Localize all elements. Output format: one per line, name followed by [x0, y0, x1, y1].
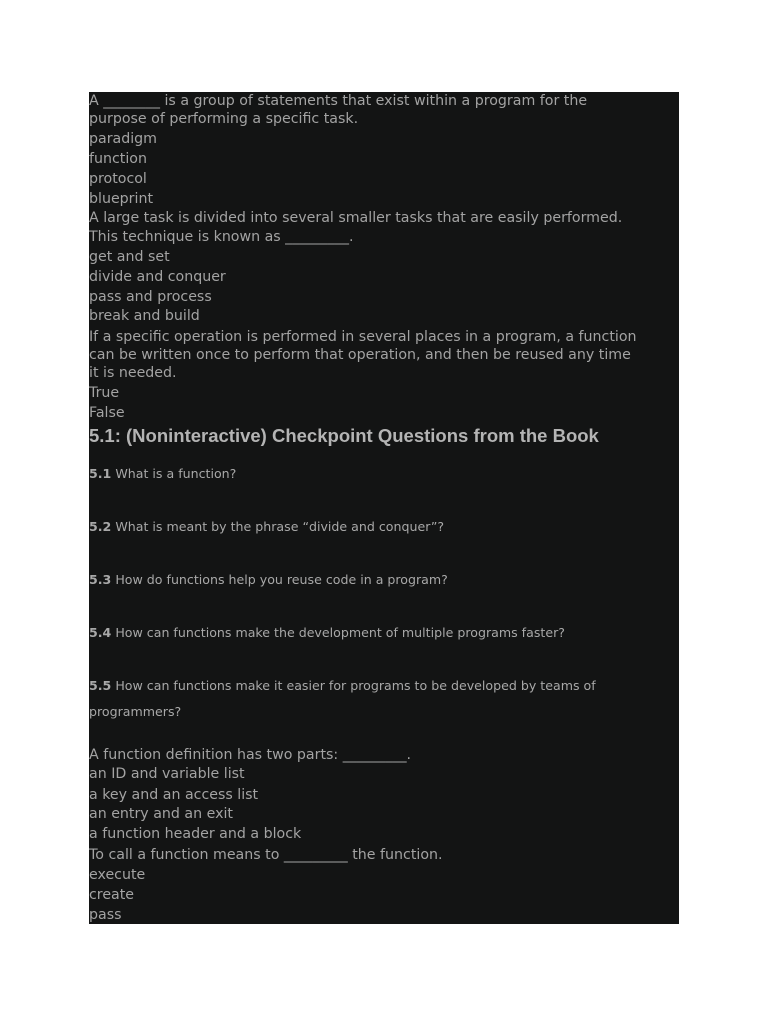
question-3-option: True — [89, 385, 120, 401]
question-2-stem-line-1: A large task is divided into several smaller tasks that are easily performed. — [89, 210, 623, 226]
checkpoint-number: 5.1 — [89, 466, 112, 481]
question-3-stem-line-2: can be written once to perform that operation, and then be reused any time — [89, 347, 631, 363]
question-2-option: get and set — [89, 249, 170, 265]
question-1-option: paradigm — [89, 131, 158, 147]
question-5-option: create — [89, 887, 135, 903]
question-3-stem-line-3: it is needed. — [89, 365, 177, 381]
section-heading: 5.1: (Noninteractive) Checkpoint Questions from the Book — [89, 425, 599, 446]
checkpoint-text: How do functions help you reuse code in a program? — [115, 572, 448, 587]
question-5-option: pass — [89, 907, 122, 923]
checkpoint-item — [89, 519, 444, 535]
question-2-option: break and build — [89, 308, 200, 324]
question-2-stem-line-2: This technique is known as _________. — [89, 229, 354, 245]
checkpoint-text: How can functions make the development of multiple programs faster? — [115, 625, 565, 640]
checkpoint-number: 5.4 — [89, 625, 112, 640]
checkpoint-item — [89, 572, 448, 588]
question-4-option: a key and an access list — [89, 787, 259, 803]
question-1-option: protocol — [89, 171, 147, 187]
checkpoint-item — [89, 625, 565, 641]
checkpoint-number: 5.5 — [89, 678, 112, 693]
question-3-stem-line-1: If a specific operation is performed in several places in a program, a function — [89, 329, 637, 345]
question-1-option: blueprint — [89, 191, 154, 207]
question-4-option: an ID and variable list — [89, 766, 245, 782]
question-5-option: execute — [89, 867, 146, 883]
checkpoint-text: What is meant by the phrase “divide and conquer”? — [115, 519, 445, 534]
question-2-option: pass and process — [89, 289, 212, 305]
question-1-option: function — [89, 151, 147, 167]
checkpoint-number: 5.3 — [89, 572, 112, 587]
checkpoint-text: How can functions make it easier for programs to be developed by teams of — [115, 678, 596, 693]
question-1-stem-line-2: purpose of performing a specific task. — [89, 111, 359, 127]
document-page — [89, 92, 679, 924]
question-4-option: a function header and a block — [89, 826, 302, 842]
question-3-option: False — [89, 405, 125, 421]
question-2-option: divide and conquer — [89, 269, 226, 285]
question-1-stem-line-1: A ________ is a group of statements that exist within a program for the — [89, 93, 588, 109]
question-4-option: an entry and an exit — [89, 806, 233, 822]
checkpoint-item — [89, 678, 596, 694]
question-5-stem: To call a function means to _________ the function. — [89, 847, 443, 863]
question-4-stem: A function definition has two parts: _________. — [89, 747, 412, 763]
checkpoint-text-continued: programmers? — [89, 704, 182, 719]
checkpoint-text: What is a function? — [115, 466, 237, 481]
checkpoint-number: 5.2 — [89, 519, 112, 534]
checkpoint-item — [89, 466, 236, 482]
